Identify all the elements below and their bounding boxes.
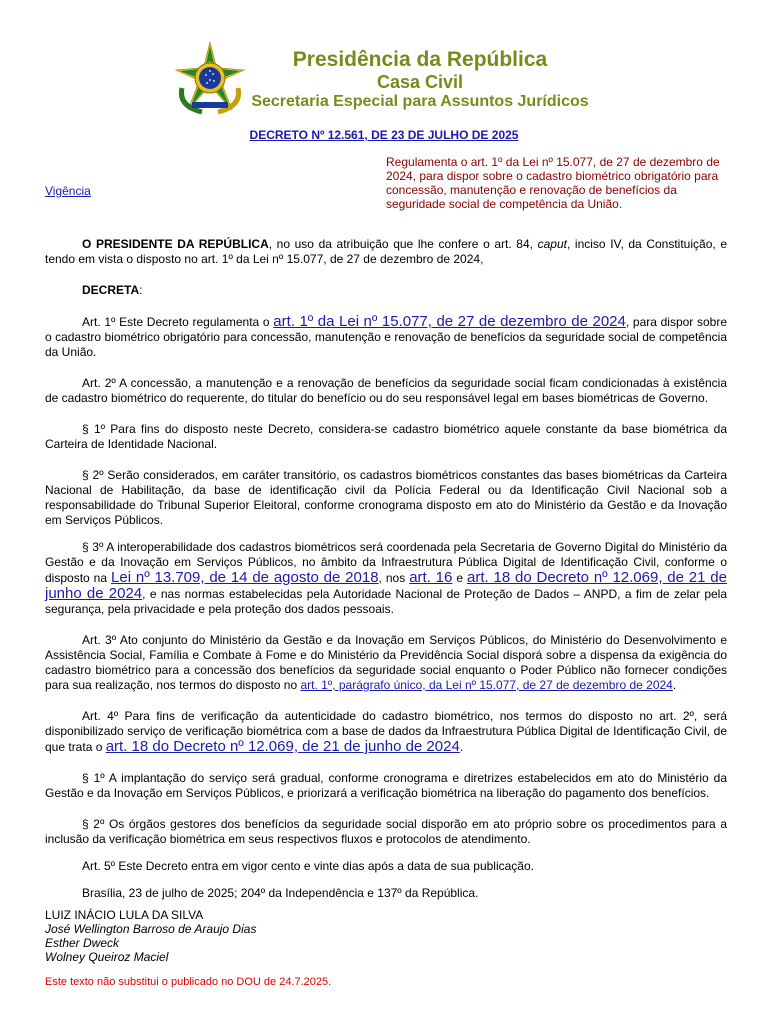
art1-paragrafo-unico-link[interactable]: art. 1º, parágrafo único, da Lei nº 15.077, de 27 de dezembro de 2024 [300,678,673,692]
decreto-12069-link[interactable]: art. 18 do Decreto nº 12.069, de 21 de junho de 2024 [45,569,727,602]
decreta [45,283,727,298]
decreta-bold: DECRETA [82,283,140,297]
article-1 [45,314,727,360]
header [0,0,768,125]
signature-president: LUIZ INÁCIO LULA DA SILVA [45,908,204,922]
lei-13709-link[interactable]: Lei nº 13.709, de 14 de agosto de 2018 [111,569,379,586]
article-2-paragraph-1: § 1º Para fins do disposto neste Decreto, considera-se cadastro biométrico aquele constante da base biométrica da Carteira de Identidade Nacional. [45,422,727,451]
decree-body [45,237,727,901]
article-2-paragraph-3 [45,540,727,617]
article-4-paragraph-2: § 2º Os órgãos gestores dos benefícios da seguridade social disporão em ato próprio sobre os procedimentos para a inclusão da verificação biométrica em seus respectivos fluxos e protocolos de atendimento. [45,817,727,846]
article-1-text-end: , para dispor sobre o cadastro biométrico obrigatório para concessão, manutenção e renovação de benefícios da seguridade social de competência da União. [45,315,727,359]
preamble [45,237,727,267]
article-4-text-end: . [459,740,464,754]
article-3 [45,633,727,693]
article-5: Art. 5º Este Decreto entra em vigor cento e vinte dias após a data de sua publicação. [82,859,534,873]
article-2-paragraph-2: § 2º Serão considerados, em caráter transitório, os cadastros biométricos constantes das bases biométricas da Carteira Nacional de Habilitação, da base de identificação civil da Polícia Federal ou da Identificação Civil Nacional sob a responsabilidade do Tribunal Superior Eleitoral, conforme cronograma disposto em ato do Ministério da Gestão e da Inovação em Serviços Públicos. [45,468,727,527]
paragraph-3-text-2: , nos [378,571,410,585]
article-4 [45,709,727,755]
signatures [45,908,256,964]
paragraph-3-text: § 3º A interoperabilidade dos cadastros biométricos será coordenada pela Secretaria de Governo Digital do Ministério da Gestão e da Inovação em Serviços Públicos, no âmbito da Infraestrutura Pública Digital de Identificação Civil, conforme o disposto na [45,540,727,585]
article-4-text: Art. 4º Para fins de verificação da autenticidade do cadastro biométrico, nos termos do disposto no art. 2º, será disponibilizado serviço de verificação biométrica com a base de dados da Infraestrutura Pública Digital de Identificação Civil, de que trata o [45,709,727,754]
art18-decreto-link[interactable]: art. 18 do Decreto nº 12.069, de 21 de junho de 2024 [105,738,460,755]
secretariat-title: Secretaria Especial para Assuntos Jurídicos [251,93,589,110]
paragraph-3-text-3: e [452,571,467,585]
paragraph-3-text-4: , e nas normas estabelecidas pela Autoridade Nacional de Proteção de Dados – ANPD, a fim de zelar pela segurança, pela privacidade e pela proteção dos dados pessoais. [45,587,728,616]
article-2: Art. 2º A concessão, a manutenção e a renovação de benefícios da seguridade social ficam condicionadas à existência de cadastro biométrico do requerente, do titular do benefício ou do seu responsável legal em bases biométricas de Governo. [45,376,727,405]
preamble-bold: O PRESIDENTE DA REPÚBLICA [82,237,269,251]
decree-title: DECRETO Nº 12.561, DE 23 DE JULHO DE 2025 [249,128,519,142]
art1-law-link[interactable]: art. 1º da Lei nº 15.077, de 27 de dezembro de 2024 [273,313,626,330]
preamble-text-2: , inciso IV, da Constituição, e tendo em vista o disposto no art. 1º da Lei nº 15.077, de 27 de dezembro de 2024, [45,237,727,266]
article-4-paragraph-1: § 1º A implantação do serviço será gradual, conforme cronograma e diretrizes estabelecidos em ato do Ministério da Gestão e da Inovação em Serviços Públicos, e priorizará a verificação biométrica na liberação do pagamento dos benefícios. [45,771,727,800]
article-1-text: Art. 1º Este Decreto regulamenta o [82,315,274,329]
signature-2: Esther Dweck [45,936,120,950]
signature-1: José Wellington Barroso de Araujo Dias [45,922,257,936]
article-3-text: Art. 3º Ato conjunto do Ministério da Gestão e da Inovação em Serviços Públicos, do Ministério do Desenvolvimento e Assistência Social, Família e Combate à Fome e do Ministério da Previdência Social disporá sobre a dispensa da exigência do cadastro biométrico para a concessão dos benefícios da seguridade social enquanto o Poder Público não fornecer condições para sua realização, nos termos do disposto no [45,633,727,692]
decreta-colon: : [139,283,143,297]
ementa: Regulamenta o art. 1º da Lei nº 15.077, de 27 de dezembro de 2024, para dispor sobre o cadastro biométrico obrigatório para concessão, manutenção e renovação de benefícios da seguridade social de competência da União. [386,155,720,211]
place-date: Brasília, 23 de julho de 2025; 204º da Independência e 137º da República. [82,886,479,900]
page-title: Presidência da República [292,48,548,71]
art-16-link[interactable]: art. 16 [409,569,453,586]
preamble-caput: caput [537,237,567,251]
preamble-text-1: , no uso da atribuição que lhe confere o art. 84, [268,237,538,251]
signature-3: Wolney Queiroz Maciel [45,950,169,964]
page-subtitle: Casa Civil [376,72,464,92]
footer-note: Este texto não substitui o publicado no DOU de 24.7.2025. [45,976,332,988]
article-3-text-end: . [672,678,677,692]
vigencia-link[interactable]: Vigência [45,184,91,198]
